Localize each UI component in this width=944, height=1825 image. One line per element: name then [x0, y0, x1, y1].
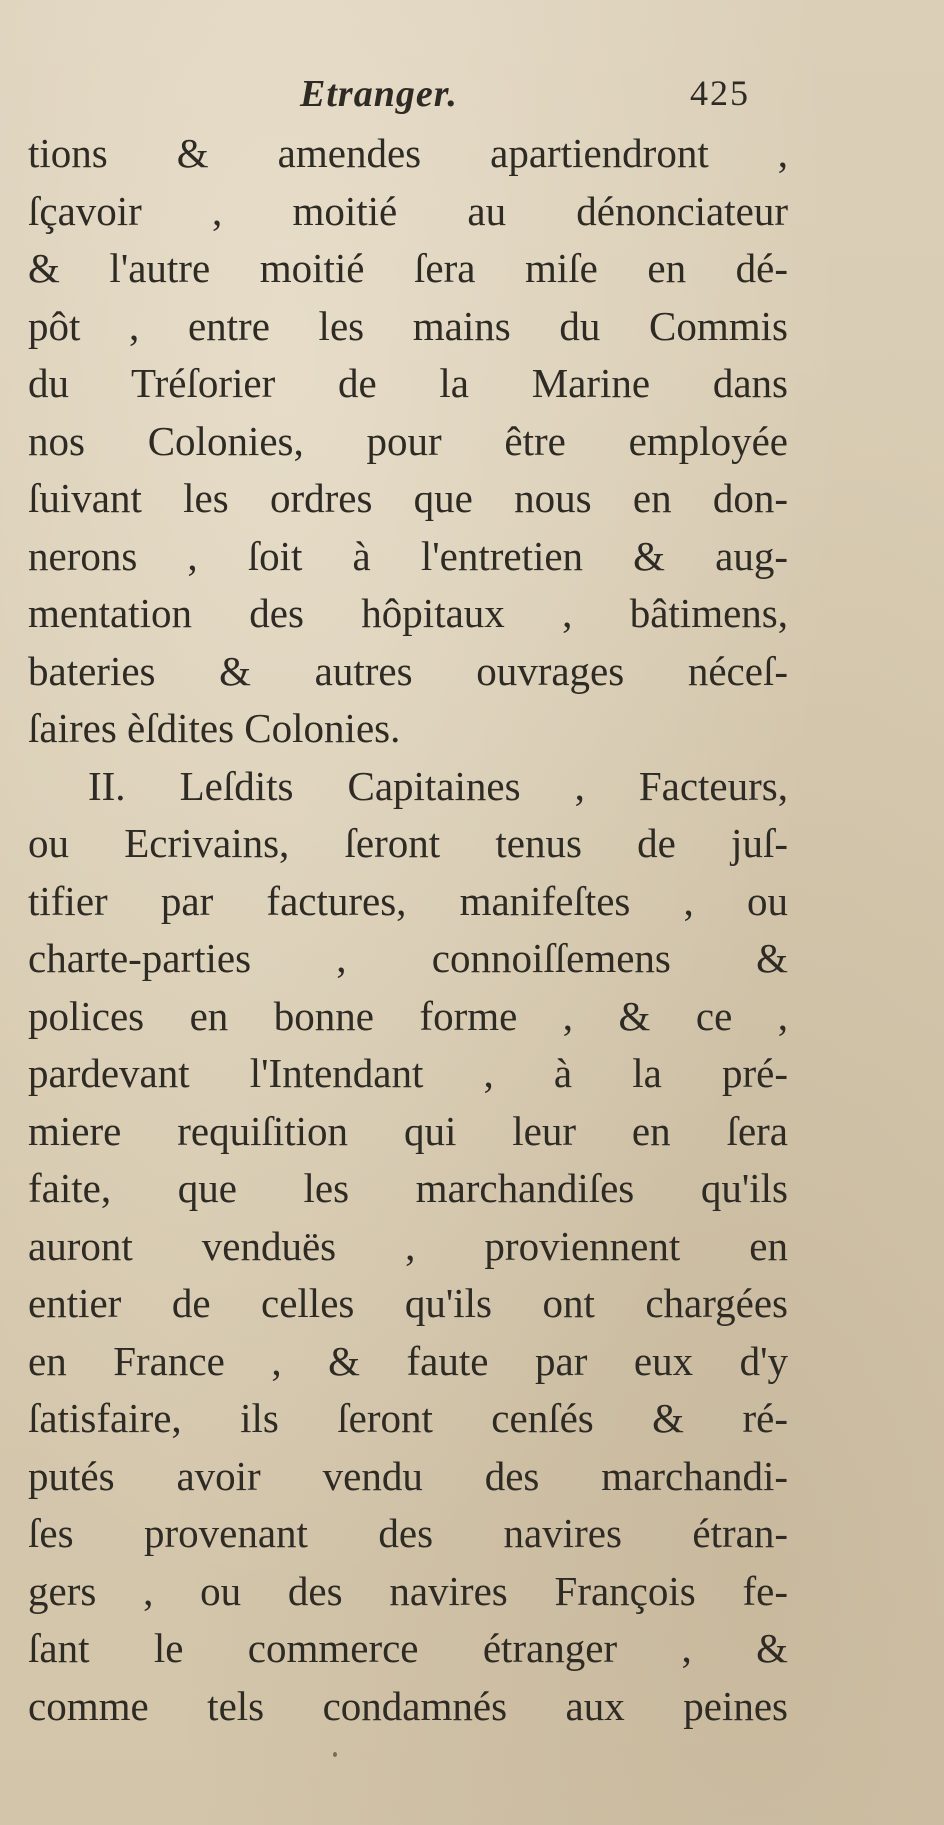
text-line: ſaires èſdites Colonies.: [28, 705, 401, 751]
text-line: & l'autre moitié ſera miſe en dé-: [28, 245, 788, 291]
text-line: auront venduës , proviennent en: [28, 1222, 788, 1269]
body-text: [28, 125, 788, 1735]
text-line: ſes provenant des navires étran-: [28, 1510, 788, 1556]
text-line: nerons , ſoit à l'entretien & aug-: [28, 532, 788, 579]
text-line: ſuivant les ordres que nous en don-: [28, 475, 788, 521]
text-line: tifier par factures, manifeſtes , ou: [28, 877, 788, 924]
text-line: ſatisfaire, ils ſeront cenſés & ré-: [28, 1395, 788, 1441]
text-line: II. Leſdits Capitaines , Facteurs,: [88, 762, 788, 809]
text-line: miere requiſition qui leur en ſera: [28, 1107, 788, 1154]
text-line: ſant le commerce étranger , &: [28, 1625, 788, 1671]
text-line: comme tels condamnés aux peines: [28, 1682, 788, 1729]
text-line: polices en bonne forme , & ce ,: [28, 992, 788, 1039]
text-line: pardevant l'Intendant , à la pré-: [28, 1050, 788, 1096]
text-line: tions & amendes apartiendront ,: [28, 130, 788, 176]
text-line: pôt , entre les mains du Commis: [28, 302, 788, 349]
paragraph-2: [28, 758, 788, 1736]
running-head: Etranger.: [300, 73, 458, 115]
text-line: faite, que les marchandiſes qu'ils: [28, 1165, 788, 1211]
page-header: [0, 72, 944, 122]
text-line: charte-parties , connoiſſemens &: [28, 935, 788, 981]
text-line: mentation des hôpitaux , bâtimens,: [28, 590, 788, 636]
text-line: bateries & autres ouvrages néceſ-: [28, 647, 788, 694]
text-line: nos Colonies, pour être employée: [28, 417, 788, 464]
paragraph-1: [28, 125, 788, 758]
paper-speck: [333, 1752, 337, 1757]
text-line: ſçavoir , moitié au dénonciateur: [28, 187, 788, 234]
text-line: du Tréſorier de la Marine dans: [28, 360, 788, 406]
text-line: gers , ou des navires François fe-: [28, 1567, 788, 1614]
text-line: entier de celles qu'ils ont chargées: [28, 1280, 788, 1326]
text-line: ou Ecrivains, ſeront tenus de juſ-: [28, 820, 788, 866]
text-line: en France , & faute par eux d'y: [28, 1337, 788, 1384]
page-number: 425: [690, 73, 750, 113]
text-line: putés avoir vendu des marchandi-: [28, 1452, 788, 1499]
